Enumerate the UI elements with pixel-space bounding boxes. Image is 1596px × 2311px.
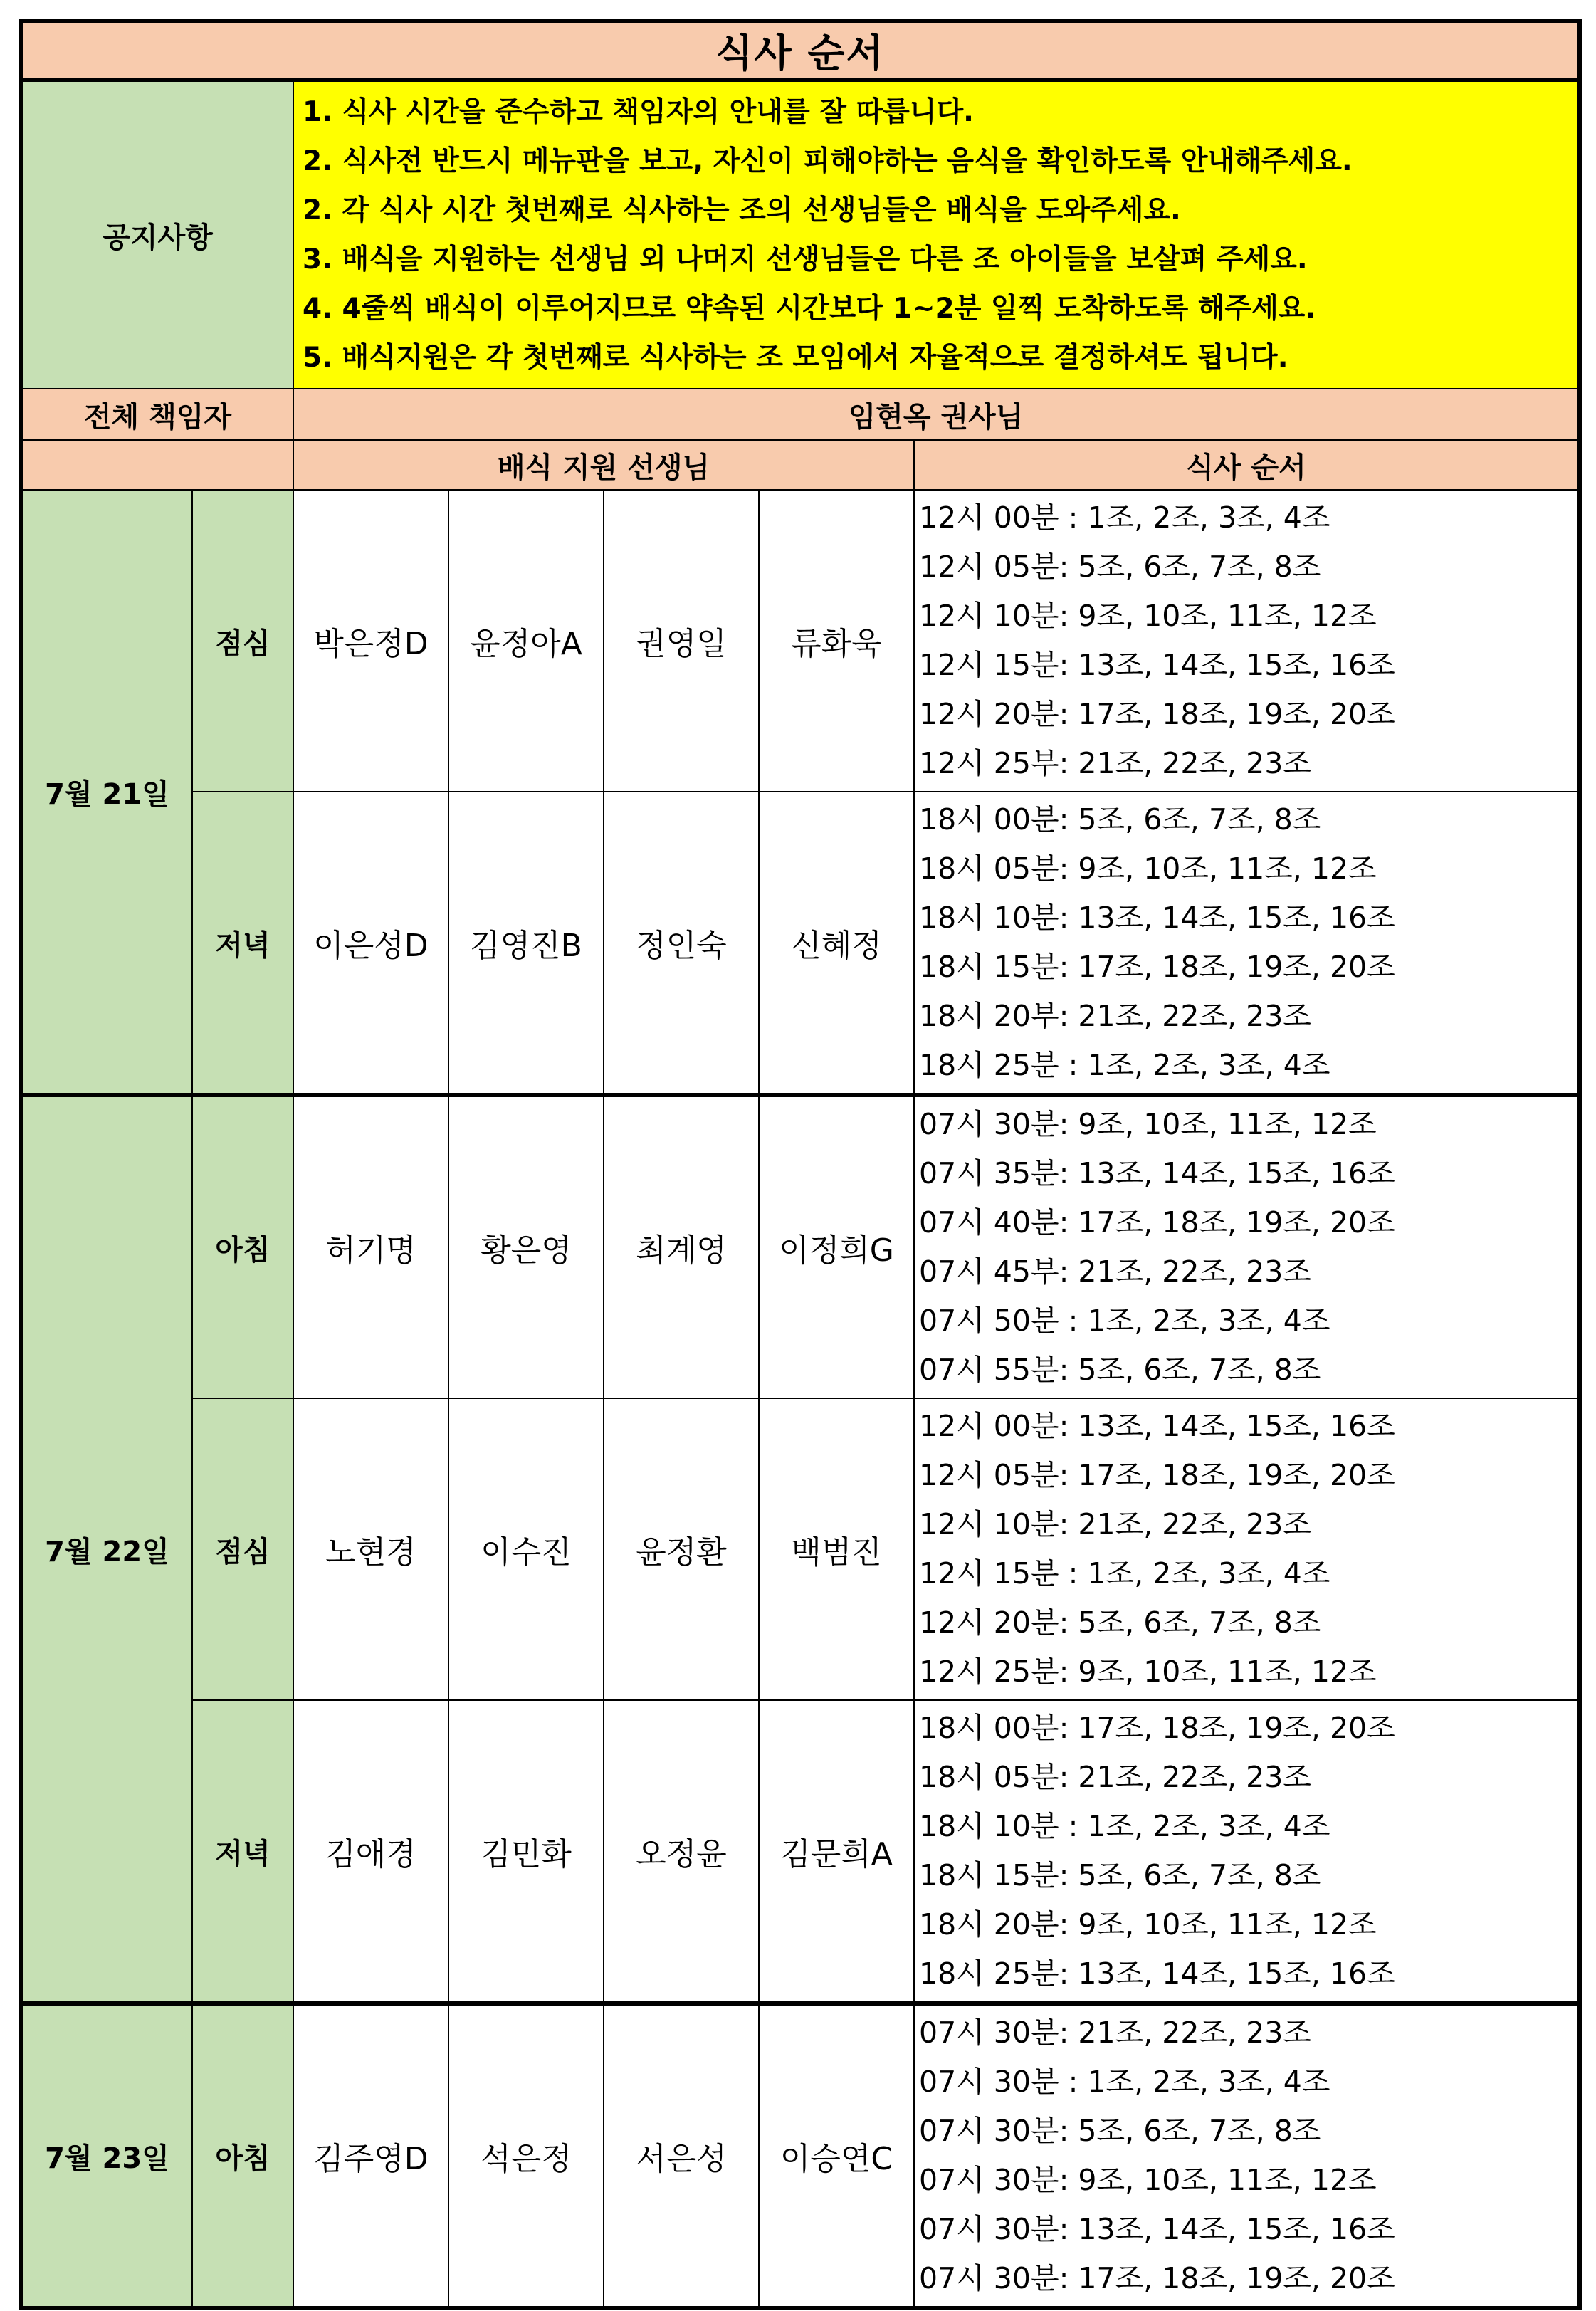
- support-teacher: 김주영D: [293, 2003, 448, 2308]
- support-teacher: 황은영: [448, 1095, 604, 1398]
- schedule-line: 07시 30분: 9조, 10조, 11조, 12조: [919, 2163, 1377, 2197]
- meal-label: 아침: [192, 1095, 293, 1398]
- support-teacher: 석은정: [448, 2003, 604, 2308]
- meal-label: 저녁: [192, 1700, 293, 2003]
- support-teacher: 허기명: [293, 1095, 448, 1398]
- schedule-line: 18시 15분: 17조, 18조, 19조, 20조: [919, 950, 1395, 984]
- meal-label: 아침: [192, 2003, 293, 2308]
- day-label: 7월 21일: [21, 490, 192, 1095]
- schedule-line: 18시 25분 : 1조, 2조, 3조, 4조: [919, 1048, 1330, 1082]
- support-teacher: 최계영: [604, 1095, 759, 1398]
- schedule-line: 12시 05분: 17조, 18조, 19조, 20조: [919, 1458, 1395, 1492]
- schedule-line: 12시 10분: 9조, 10조, 11조, 12조: [919, 599, 1377, 633]
- support-teacher: 김영진B: [448, 792, 604, 1095]
- support-teacher: 신혜정: [759, 792, 914, 1095]
- notice-line-6: 5. 배식지원은 각 첫번째로 식사하는 조 모임에서 자율적으로 결정하셔도 됩니다.: [303, 342, 1288, 374]
- support-teacher: 박은정D: [293, 490, 448, 792]
- support-teacher: 오정윤: [604, 1700, 759, 2003]
- schedule-line: 07시 30분 : 1조, 2조, 3조, 4조: [919, 2065, 1330, 2099]
- support-teacher: 이은성D: [293, 792, 448, 1095]
- schedule-line: 18시 15분: 5조, 6조, 7조, 8조: [919, 1858, 1321, 1892]
- schedule-line: 12시 05분: 5조, 6조, 7조, 8조: [919, 550, 1321, 584]
- support-teacher: 백범진: [759, 1398, 914, 1700]
- schedule-line: 18시 25분: 13조, 14조, 15조, 16조: [919, 1956, 1395, 1991]
- schedule-line: 07시 30분: 17조, 18조, 19조, 20조: [919, 2261, 1395, 2295]
- support-teacher: 윤정환: [604, 1398, 759, 1700]
- schedule-line: 07시 40분: 17조, 18조, 19조, 20조: [919, 1205, 1395, 1240]
- schedule-line: 12시 25분: 9조, 10조, 11조, 12조: [919, 1655, 1377, 1689]
- day-label: 7월 23일: [21, 2003, 192, 2308]
- meal-schedule: [914, 792, 1580, 1095]
- schedule-line: 12시 20분: 5조, 6조, 7조, 8조: [919, 1605, 1321, 1640]
- schedule-line: 18시 20부: 21조, 22조, 23조: [919, 999, 1311, 1033]
- notice-line-3: 2. 각 식사 시간 첫번째로 식사하는 조의 선생님들은 배식을 도와주세요.: [303, 194, 1181, 226]
- support-teacher: 이정희G: [759, 1095, 914, 1398]
- schedule-line: 12시 10분: 21조, 22조, 23조: [919, 1507, 1311, 1541]
- schedule-line: 12시 15분 : 1조, 2조, 3조, 4조: [919, 1556, 1330, 1591]
- support-teacher: 김문희A: [759, 1700, 914, 2003]
- notice-line-2: 2. 식사전 반드시 메뉴판을 보고, 자신이 피해야하는 음식을 확인하도록 안내해주세요.: [303, 145, 1353, 177]
- schedule-line: 18시 05분: 21조, 22조, 23조: [919, 1760, 1311, 1794]
- meal-order-sheet: [19, 19, 1577, 2295]
- notice-line-4: 3. 배식을 지원하는 선생님 외 나머지 선생님들은 다른 조 아이들을 보살펴 주세요.: [303, 243, 1308, 276]
- schedule-line: 12시 20분: 17조, 18조, 19조, 20조: [919, 697, 1395, 731]
- schedule-line: 18시 10분: 13조, 14조, 15조, 16조: [919, 901, 1395, 935]
- meal-label: 점심: [192, 490, 293, 792]
- meal-schedule: [914, 2003, 1580, 2308]
- meal-schedule: [914, 1398, 1580, 1700]
- meal-label: 점심: [192, 1398, 293, 1700]
- notice-label: 공지사항: [21, 80, 293, 389]
- schedule-line: 12시 00분: 13조, 14조, 15조, 16조: [919, 1409, 1395, 1443]
- support-teacher: 이승연C: [759, 2003, 914, 2308]
- manager-label: 전체 책임자: [21, 389, 293, 440]
- support-teacher: 김민화: [448, 1700, 604, 2003]
- support-teacher: 류화욱: [759, 490, 914, 792]
- support-teacher: 윤정아A: [448, 490, 604, 792]
- schedule-line: 12시 15분: 13조, 14조, 15조, 16조: [919, 648, 1395, 682]
- support-teacher: 김애경: [293, 1700, 448, 2003]
- manager-name: 임현옥 권사님: [293, 389, 1580, 440]
- support-header: 배식 지원 선생님: [293, 440, 914, 490]
- schedule-line: 07시 55분: 5조, 6조, 7조, 8조: [919, 1353, 1321, 1387]
- schedule-line: 07시 50분 : 1조, 2조, 3조, 4조: [919, 1304, 1330, 1338]
- sheet-title: 식사 순서: [21, 21, 1580, 80]
- support-teacher: 노현경: [293, 1398, 448, 1700]
- support-teacher: 권영일: [604, 490, 759, 792]
- header-blank: [21, 440, 293, 490]
- schedule-line: 07시 30분: 9조, 10조, 11조, 12조: [919, 1107, 1377, 1141]
- schedule-line: 07시 30분: 13조, 14조, 15조, 16조: [919, 2212, 1395, 2246]
- schedule-line: 18시 05분: 9조, 10조, 11조, 12조: [919, 851, 1377, 886]
- schedule-line: 12시 00분 : 1조, 2조, 3조, 4조: [919, 501, 1330, 535]
- schedule-line: 07시 45부: 21조, 22조, 23조: [919, 1254, 1311, 1289]
- notice-line-1: 1. 식사 시간을 준수하고 책임자의 안내를 잘 따릅니다.: [303, 96, 974, 128]
- order-header: 식사 순서: [914, 440, 1580, 490]
- support-teacher: 정인숙: [604, 792, 759, 1095]
- schedule-line: 18시 10분 : 1조, 2조, 3조, 4조: [919, 1809, 1330, 1843]
- meal-schedule: [914, 1095, 1580, 1398]
- meal-schedule: [914, 490, 1580, 792]
- meal-label: 저녁: [192, 792, 293, 1095]
- schedule-line: 07시 30분: 5조, 6조, 7조, 8조: [919, 2114, 1321, 2148]
- meal-order-table: [19, 19, 1582, 2310]
- day-label: 7월 22일: [21, 1095, 192, 2003]
- notice-line-5: 4. 4줄씩 배식이 이루어지므로 약속된 시간보다 1~2분 일찍 도착하도록 해주세요.: [303, 293, 1316, 325]
- schedule-line: 12시 25부: 21조, 22조, 23조: [919, 746, 1311, 780]
- schedule-line: 07시 35분: 13조, 14조, 15조, 16조: [919, 1156, 1395, 1190]
- schedule-line: 07시 30분: 21조, 22조, 23조: [919, 2016, 1311, 2050]
- support-teacher: 이수진: [448, 1398, 604, 1700]
- notice-list: [293, 80, 1580, 389]
- schedule-line: 18시 00분: 17조, 18조, 19조, 20조: [919, 1711, 1395, 1745]
- schedule-line: 18시 00분: 5조, 6조, 7조, 8조: [919, 802, 1321, 837]
- schedule-line: 18시 20분: 9조, 10조, 11조, 12조: [919, 1907, 1377, 1941]
- support-teacher: 서은성: [604, 2003, 759, 2308]
- meal-schedule: [914, 1700, 1580, 2003]
